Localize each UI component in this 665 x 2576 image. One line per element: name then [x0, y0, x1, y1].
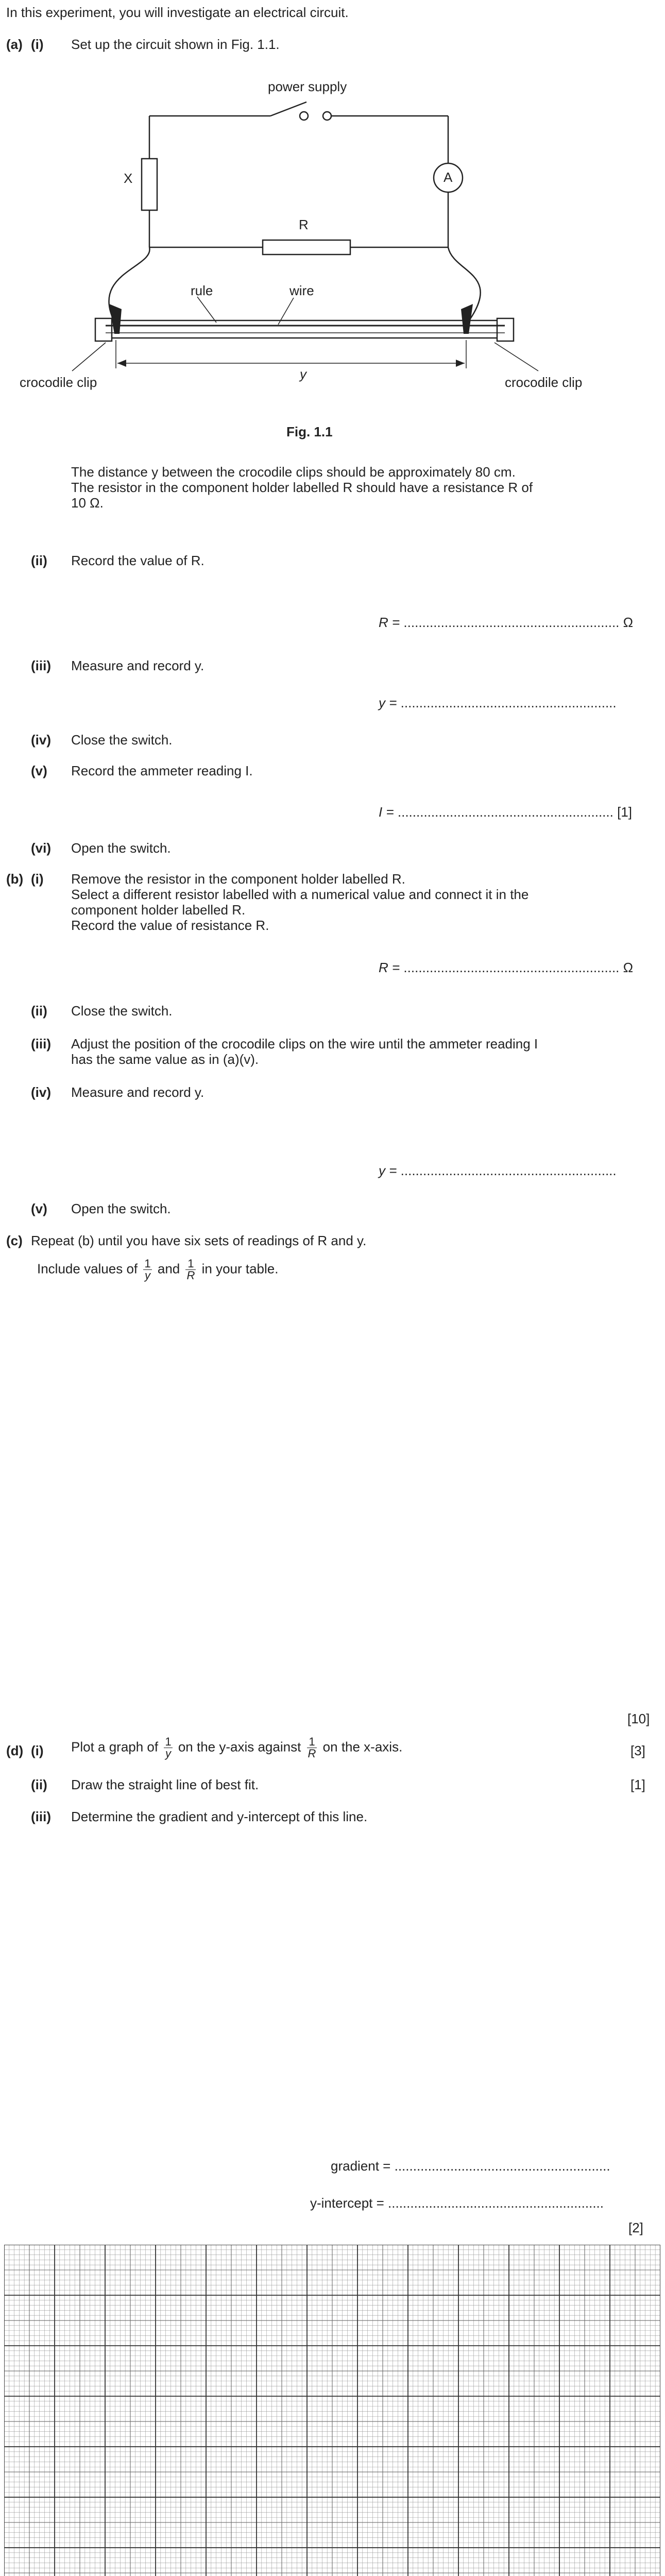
part-b-i-label: (i) — [31, 871, 44, 887]
part-b-i-line3: component holder labelled R. — [71, 902, 246, 918]
part-b-iv-text: Measure and record y. — [71, 1084, 204, 1100]
part-b-iii-line1: Adjust the position of the crocodile clips on the wire until the ammeter reading I — [71, 1036, 538, 1052]
graph-paper-grid[interactable] — [4, 2245, 660, 2576]
part-a-v-label: (v) — [31, 763, 47, 778]
answer-r1[interactable]: R = .......................................................... Ω — [379, 615, 634, 630]
circuit-diagram — [0, 72, 665, 402]
part-d-iii-label: (iii) — [31, 1809, 51, 1824]
part-a-iii-text: Measure and record y. — [71, 658, 204, 673]
answer-y-intercept[interactable]: y-intercept = .......................................................... — [310, 2195, 604, 2211]
part-a-ii-text: Record the value of R. — [71, 553, 204, 568]
part-d-iii-text: Determine the gradient and y-intercept of this line. — [71, 1809, 368, 1824]
y-dimension-label: y — [300, 366, 306, 382]
part-b-ii-label: (ii) — [31, 1003, 47, 1019]
part-a-para3: 10 Ω. — [71, 495, 104, 511]
part-d-ii-label: (ii) — [31, 1777, 47, 1792]
part-c-marks: [10] — [627, 1711, 650, 1726]
answer-r2[interactable]: R = .......................................................... Ω — [379, 960, 634, 975]
right-clip-label: crocodile clip — [505, 375, 583, 390]
part-a-vi-label: (vi) — [31, 840, 51, 856]
part-d-i-marks: [3] — [630, 1743, 645, 1758]
part-d-iii-marks: [2] — [628, 2220, 643, 2235]
left-clip-label: crocodile clip — [20, 375, 97, 390]
part-b-i-line2: Select a different resistor labelled with a numerical value and connect it in the — [71, 887, 529, 902]
wire-label: wire — [289, 283, 314, 298]
part-b-v-label: (v) — [31, 1201, 47, 1216]
part-b-label: (b) — [6, 871, 24, 887]
answer-gradient[interactable]: gradient = .......................................................... — [331, 2158, 610, 2174]
part-a-i-label: (i) — [31, 37, 44, 52]
part-a-para1: The distance y between the crocodile clips should be approximately 80 cm. — [71, 464, 516, 480]
part-b-i-line4: Record the value of resistance R. — [71, 918, 269, 933]
answer-y1[interactable]: y = .......................................................... — [379, 695, 617, 710]
part-d-ii-text: Draw the straight line of best fit. — [71, 1777, 259, 1792]
part-d-i-text: Plot a graph of $\frac{1}{y}$ on the y-axis against $\frac{1}{R}$ on the x-axis. — [71, 1735, 403, 1760]
fraction-one-over-r-axis: $\frac{1}{R}$ — [308, 1735, 316, 1760]
answer-y2[interactable]: y = .......................................................... — [379, 1163, 617, 1178]
part-c-line2: Include values of $\frac{1}{y}$ and $\frac{1}{R}$ in your table. — [37, 1257, 279, 1282]
part-c-label: (c) — [6, 1233, 23, 1248]
part-a-i-text: Set up the circuit shown in Fig. 1.1. — [71, 37, 280, 52]
part-a-v-text: Record the ammeter reading I. — [71, 763, 253, 778]
resistor-x-label: X — [124, 171, 133, 186]
part-d-ii-marks: [1] — [630, 1777, 645, 1792]
intro-text: In this experiment, you will investigate an electrical circuit. — [6, 5, 349, 20]
ammeter-label: A — [444, 170, 453, 185]
resistor-r-label: R — [299, 217, 309, 232]
part-d-i-label: (i) — [31, 1743, 44, 1758]
part-a-vi-text: Open the switch. — [71, 840, 171, 856]
fraction-one-over-r: $\frac{1}{R}$ — [186, 1257, 195, 1282]
rule-label: rule — [191, 283, 213, 298]
part-b-i-line1: Remove the resistor in the component holder labelled R. — [71, 871, 405, 887]
part-a-iv-text: Close the switch. — [71, 732, 173, 748]
part-a-label: (a) — [6, 37, 23, 52]
part-a-iv-label: (iv) — [31, 732, 51, 748]
fraction-one-over-y: $\frac{1}{y}$ — [144, 1257, 151, 1282]
part-a-para2: The resistor in the component holder labelled R should have a resistance R of — [71, 480, 533, 495]
part-d-label: (d) — [6, 1743, 24, 1758]
part-b-ii-text: Close the switch. — [71, 1003, 173, 1019]
power-supply-label: power supply — [268, 79, 347, 94]
part-b-v-text: Open the switch. — [71, 1201, 171, 1216]
answer-i[interactable]: I = .......................................................... [1] — [379, 804, 633, 820]
part-a-ii-label: (ii) — [31, 553, 47, 568]
part-c-line1: Repeat (b) until you have six sets of readings of R and y. — [31, 1233, 367, 1248]
part-b-iii-label: (iii) — [31, 1036, 51, 1052]
part-b-iii-line2: has the same value as in (a)(v). — [71, 1052, 259, 1067]
part-a-iii-label: (iii) — [31, 658, 51, 673]
fraction-one-over-y-axis: $\frac{1}{y}$ — [165, 1735, 172, 1760]
figure-caption: Fig. 1.1 — [286, 424, 333, 439]
part-b-iv-label: (iv) — [31, 1084, 51, 1100]
